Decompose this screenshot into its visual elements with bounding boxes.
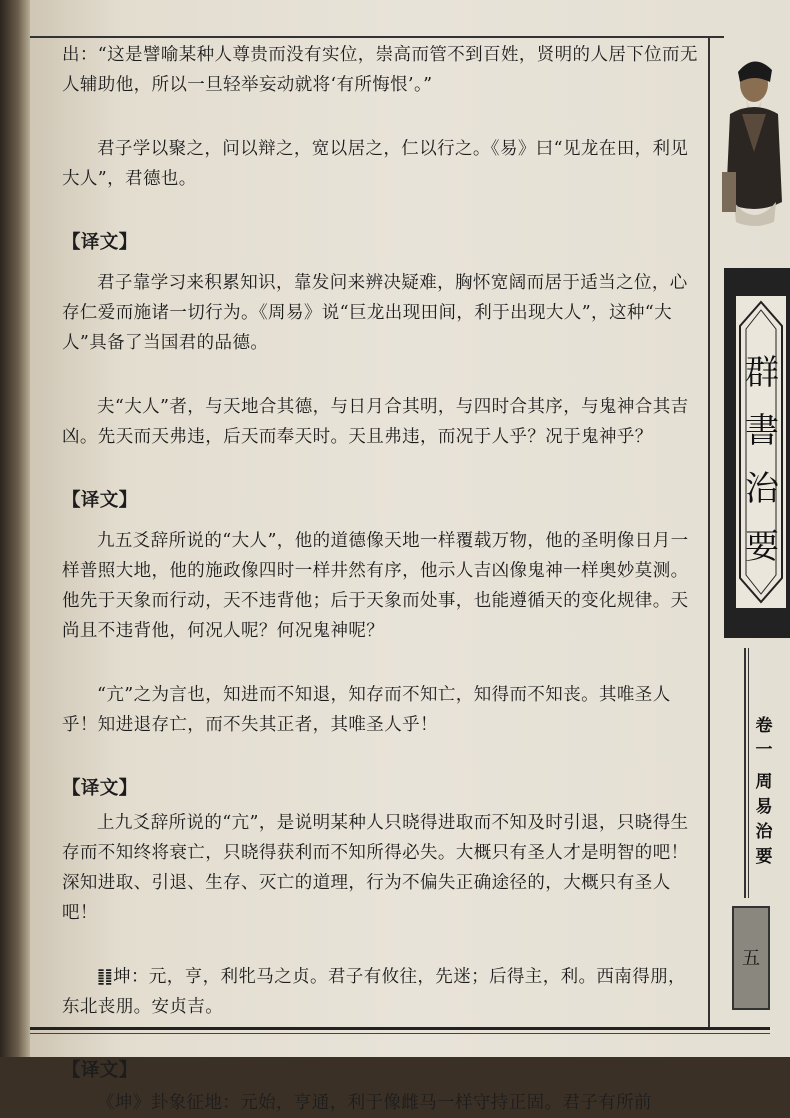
book-title	[742, 344, 782, 576]
translation-heading: 【译文】	[62, 778, 138, 799]
section-char: 易	[755, 797, 773, 817]
paragraph: 出：“这是譬喻某种人尊贵而没有实位，崇高而管不到百姓，贤明的人居下位而无人辅助他，所以一旦轻举妄动就将‘有所悔恨’。”	[62, 45, 698, 95]
section-label	[752, 770, 776, 870]
hexagram-paragraph	[62, 962, 698, 1022]
translation-heading: 【译文】	[62, 490, 138, 511]
volume-char: 卷	[755, 716, 773, 736]
side-rule-thin	[748, 648, 749, 898]
volume-char: 一	[755, 740, 773, 760]
book-title-char: 群	[745, 353, 779, 393]
section-char: 治	[755, 822, 773, 842]
page-number: 五	[742, 948, 760, 969]
main-text-column	[62, 40, 698, 1118]
classic-text-paragraph: 夫“大人”者，与天地合其德，与日月合其明，与四时合其序，与鬼神合其吉凶。先天而天弗违，后天而奉天时。天且弗违，而况于人乎？况于鬼神乎？	[62, 397, 689, 447]
translation-paragraph: 君子靠学习来积累知识，靠发问来辨决疑难，胸怀宽阔而居于适当之位，心存仁爱而施诸一切行为。《周易》说“巨龙出现田间，利于出现大人”，这种“大人”具备了当国君的品德。	[62, 273, 688, 353]
translation-heading: 【译文】	[62, 232, 138, 253]
sage-portrait-image	[716, 52, 786, 228]
translation-paragraph: 九五爻辞所说的“大人”，他的道德像天地一样覆载万物，他的圣明像日月一样普照大地，他的施政像四时一样井然有序，他示人吉凶像鬼神一样奥妙莫测。他先于天象而行动，天不违背他；后于天象而处事，也能遵循天的变化规律。天尚且不违背他，何况人呢？何况鬼神呢？	[62, 531, 689, 641]
top-rule	[30, 36, 724, 38]
classic-text-paragraph: “亢”之为言也，知进而不知退，知存而不知亡，知得而不知丧。其唯圣人乎！知进退存亡，而不失其正者，其唯圣人乎！	[62, 685, 671, 735]
volume-label	[752, 714, 776, 762]
book-binding	[0, 0, 30, 1057]
kun-hexagram-icon: ䷁	[97, 967, 114, 987]
book-title-char: 書	[745, 411, 779, 451]
hexagram-text: 坤：元，亨，利牝马之贞。君子有攸往，先迷；后得主，利。西南得朋，东北丧朋。安贞吉。	[62, 967, 686, 1017]
translation-paragraph: 上九爻辞所说的“亢”，是说明某种人只晓得进取而不知及时引退，只晓得生存而不知终将衰亡，只晓得获利而不知所得必失。大概只有圣人才是明智的吧！深知进取、引退、生存、灭亡的道理，行为不偏失正确途径的，大概只有圣人吧！	[62, 813, 689, 923]
translation-paragraph: 《坤》卦象征地：元始，亨通，利于像雌马一样守持正固。君子有所前	[97, 1093, 652, 1113]
book-title-char: 要	[745, 527, 779, 567]
margin-divider	[708, 36, 710, 1028]
book-title-char: 治	[745, 469, 779, 509]
translation-heading: 【译文】	[62, 1060, 138, 1081]
section-char: 要	[755, 847, 773, 867]
side-rule	[744, 648, 746, 898]
classic-text-paragraph: 君子学以聚之，问以辩之，宽以居之，仁以行之。《易》曰“见龙在田，利见大人”，君德也。	[62, 139, 689, 189]
section-char: 周	[755, 772, 773, 792]
